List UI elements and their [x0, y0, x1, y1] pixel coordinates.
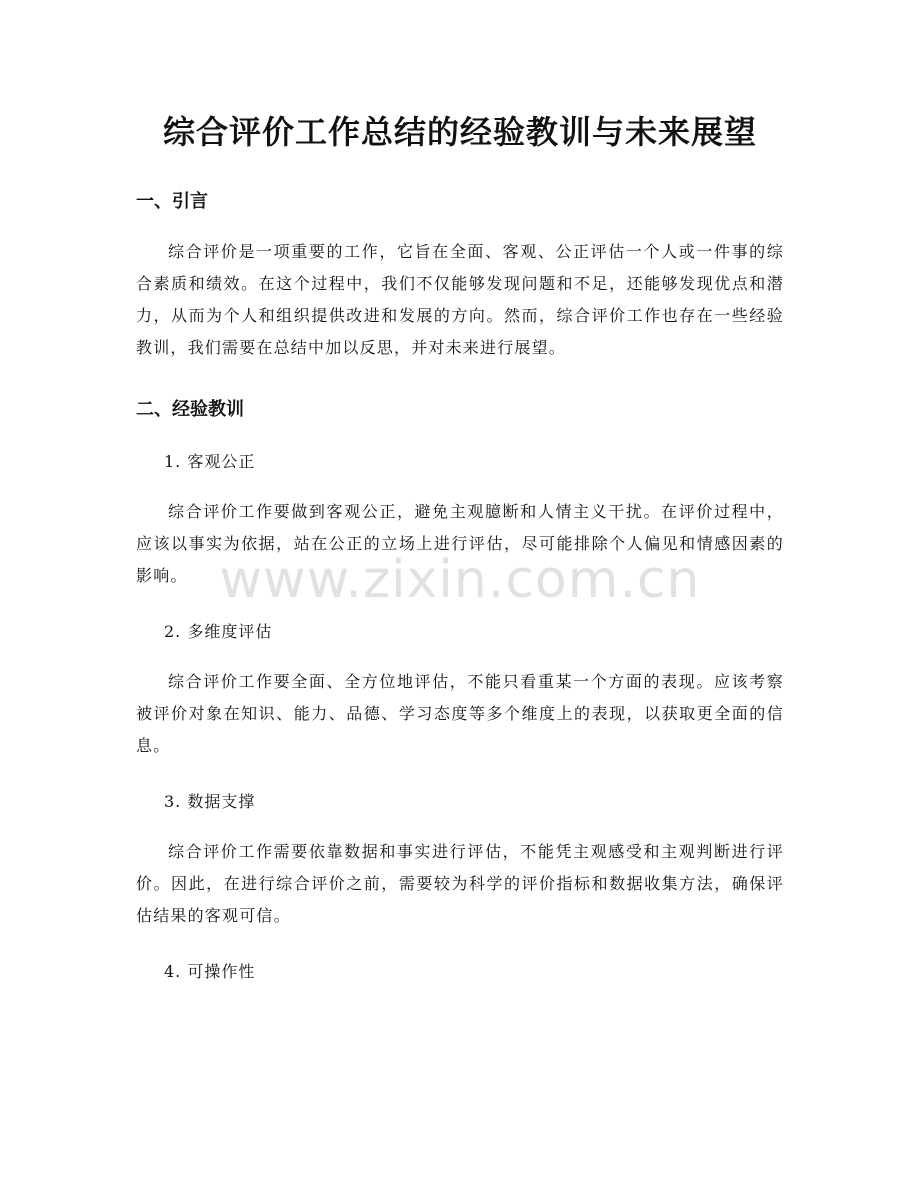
subheading-multi-dimension: 2. 多维度评估 — [164, 622, 273, 641]
paragraph-data-support: 综合评价工作需要依靠数据和事实进行评估，不能凭主观感受和主观判断进行评价。因此，在进行综合评价之前，需要较为科学的评价指标和数据收集方法，确保评估结果的客观可信。 — [136, 842, 784, 925]
document-title: 综合评价工作总结的经验教训与未来展望 — [162, 113, 757, 151]
subheading-operability: 4. 可操作性 — [164, 962, 256, 981]
paragraph-objective-fair: 综合评价工作要做到客观公正，避免主观臆断和人情主义干扰。在评价过程中，应该以事实为依据，站在公正的立场上进行评估，尽可能排除个人偏见和情感因素的影响。 — [136, 502, 784, 585]
introduction-paragraph: 综合评价是一项重要的工作，它旨在全面、客观、公正评估一个人或一件事的综合素质和绩效。在这个过程中，我们不仅能够发现问题和不足，还能够发现优点和潜力，从而为个人和组织提供改进和发展的方向。然而，综合评价工作也存在一些经验教训，我们需要在总结中加以反思，并对未来进行展望。 — [136, 242, 784, 357]
subheading-data-support: 3. 数据支撑 — [164, 792, 256, 811]
watermark-text: www.zixin.com.cn — [219, 550, 701, 610]
subheading-objective-fair: 1. 客观公正 — [164, 452, 256, 471]
section-heading-introduction: 一、引言 — [136, 191, 208, 212]
paragraph-multi-dimension: 综合评价工作要全面、全方位地评估，不能只看重某一个方面的表现。应该考察被评价对象在知识、能力、品德、学习态度等多个维度上的表现，以获取更全面的信息。 — [136, 672, 784, 755]
section-heading-lessons: 二、经验教训 — [136, 399, 244, 420]
